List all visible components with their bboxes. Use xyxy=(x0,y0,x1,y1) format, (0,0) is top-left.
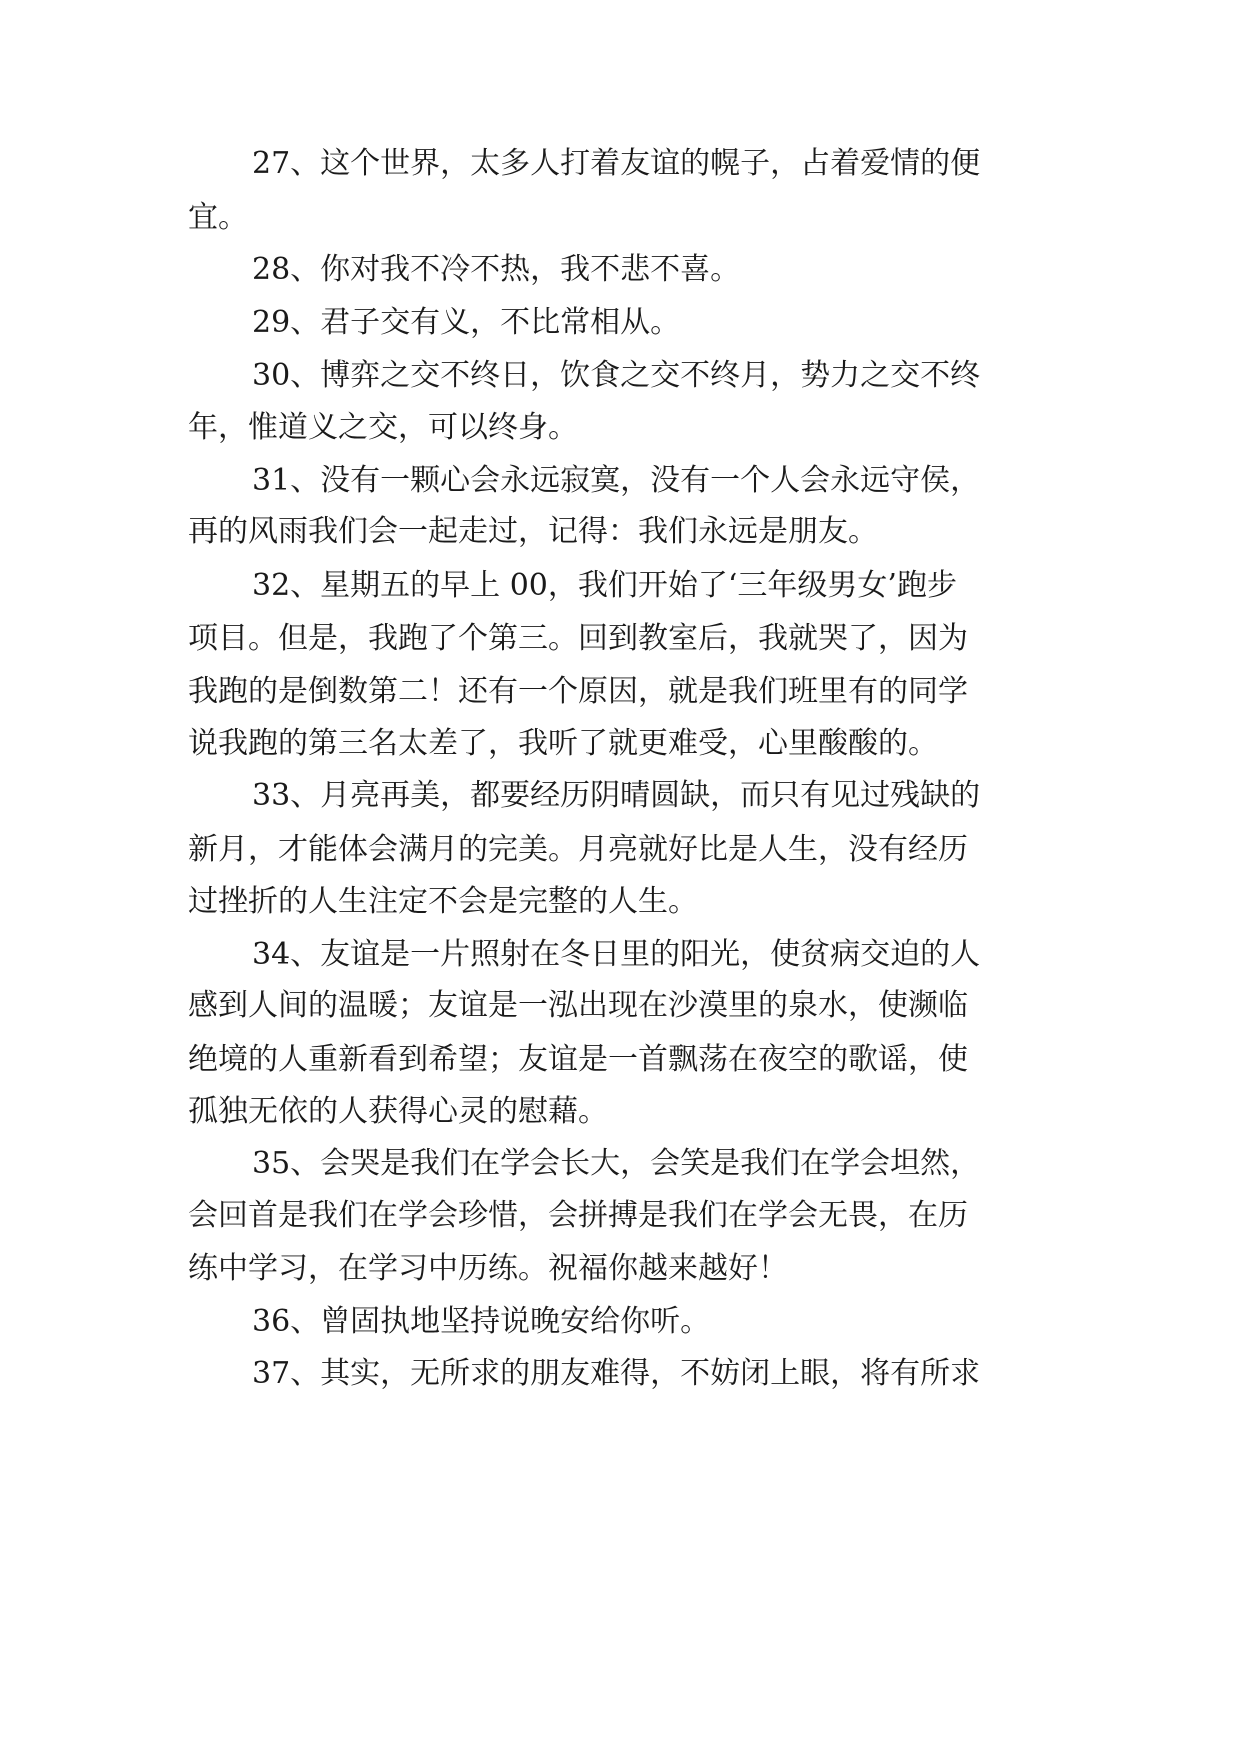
paragraph-30-first-line: 30、博弈之交不终日，饮食之交不终月，势力之交不终 xyxy=(252,358,981,393)
paragraph-31-first-line: 31、没有一颗心会永远寂寞，没有一个人会永远守侯， xyxy=(252,463,981,498)
paragraph-34-line: 感到人间的温暖；友谊是一泓出现在沙漠里的泉水，使濒临 xyxy=(188,988,968,1023)
paragraph-32-line: 说我跑的第三名太差了，我听了就更难受，心里酸酸的。 xyxy=(188,726,938,761)
paragraph-33-first-line: 33、月亮再美，都要经历阴晴圆缺，而只有见过残缺的 xyxy=(252,778,981,813)
paragraph-34-line: 孤独无依的人获得心灵的慰藉。 xyxy=(188,1094,608,1129)
paragraph-27-line: 宜。 xyxy=(188,200,248,235)
paragraph-35-line: 会回首是我们在学会珍惜，会拼搏是我们在学会无畏，在历 xyxy=(188,1198,968,1233)
paragraph-35-line: 练中学习，在学习中历练。祝福你越来越好！ xyxy=(188,1251,788,1286)
paragraph-33-line: 过挫折的人生注定不会是完整的人生。 xyxy=(188,884,698,919)
paragraph-28-first-line: 28、你对我不冷不热，我不悲不喜。 xyxy=(252,252,741,287)
paragraph-33-line: 新月，才能体会满月的完美。月亮就好比是人生，没有经历 xyxy=(188,832,968,867)
paragraph-35-first-line: 35、会哭是我们在学会长大，会笑是我们在学会坦然， xyxy=(252,1146,981,1181)
paragraph-32-line: 项目。但是，我跑了个第三。回到教室后，我就哭了，因为 xyxy=(188,621,968,656)
paragraph-30-line: 年，惟道义之交，可以终身。 xyxy=(188,410,578,445)
paragraph-29-first-line: 29、君子交有义，不比常相从。 xyxy=(252,305,681,340)
paragraph-34-first-line: 34、友谊是一片照射在冬日里的阳光，使贫病交迫的人 xyxy=(252,937,981,972)
paragraph-32-first-line: 32、星期五的早上 00，我们开始了‘三年级男女’跑步 xyxy=(252,568,957,603)
paragraph-37-first-line: 37、其实，无所求的朋友难得，不妨闭上眼，将有所求 xyxy=(252,1356,981,1391)
paragraph-27-first-line: 27、这个世界，太多人打着友谊的幌子，占着爱情的便 xyxy=(252,146,981,181)
paragraph-31-line: 再的风雨我们会一起走过，记得：我们永远是朋友。 xyxy=(188,514,878,549)
paragraph-32-line: 我跑的是倒数第二！还有一个原因，就是我们班里有的同学 xyxy=(188,674,968,709)
paragraph-34-line: 绝境的人重新看到希望；友谊是一首飘荡在夜空的歌谣，使 xyxy=(188,1042,968,1077)
paragraph-36-first-line: 36、曾固执地坚持说晚安给你听。 xyxy=(252,1304,711,1339)
